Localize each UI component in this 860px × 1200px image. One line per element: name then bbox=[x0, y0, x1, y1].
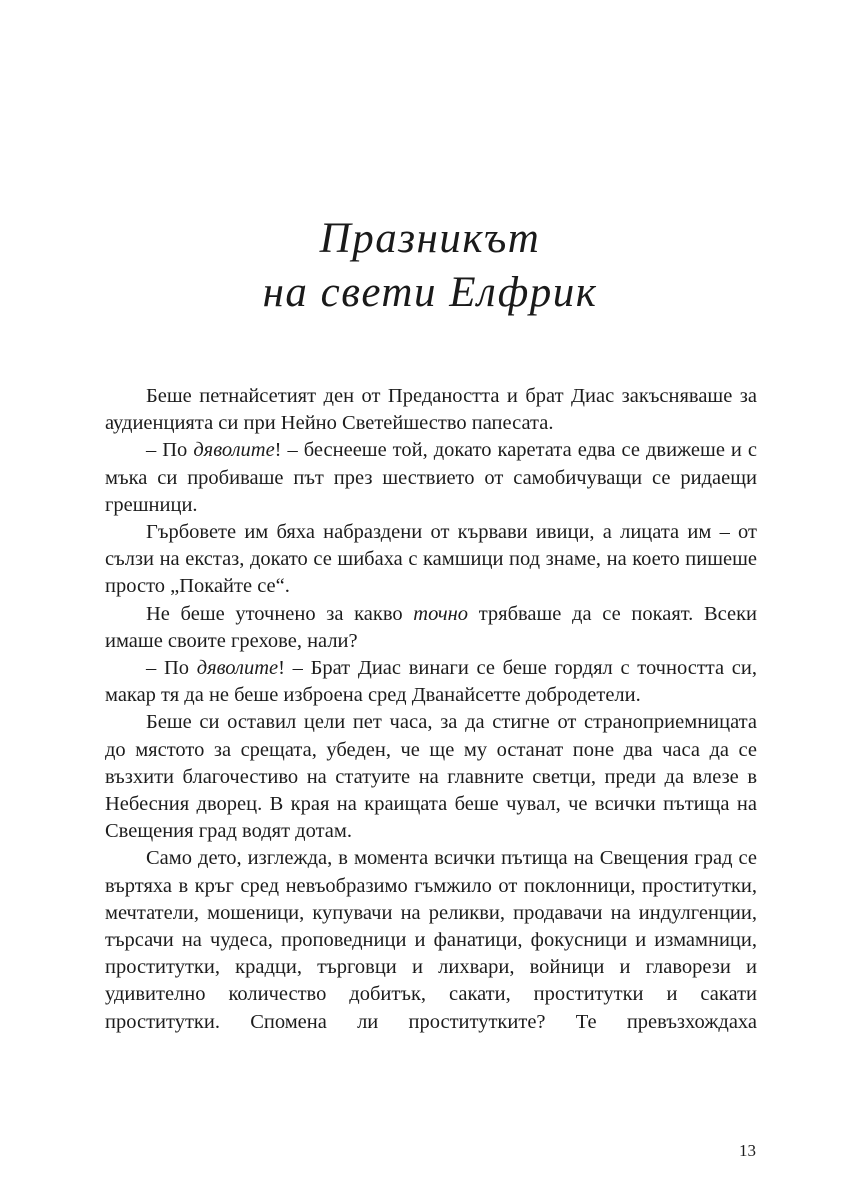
chapter-title-line-2: на свети Елфрик bbox=[262, 269, 598, 316]
paragraph-4-emphasis: точно bbox=[413, 602, 469, 625]
paragraph-5-emphasis: дяволите bbox=[196, 657, 279, 680]
paragraph-2-text-b: ! – беснееше той, докато каретата едва се движеше и с мъка си пробиваше път през шествието от самобичуващи се ридаещи грешници. bbox=[105, 439, 757, 516]
paragraph-4-text-a: Не беше уточнено за какво bbox=[146, 602, 414, 625]
paragraph-2-emphasis: дяволите bbox=[193, 439, 275, 462]
paragraph-4 bbox=[105, 601, 757, 655]
paragraph-5-text-b: ! – Брат Диас винаги се беше гордял с точността си, макар тя да не беше изброена сред Дванайсетте добродетели. bbox=[105, 657, 757, 707]
paragraph-7: Само дето, изглежда, в момента всички пътища на Свещения град се въртяха в кръг сред невъобразимо гъмжило от поклонници, проститутки, мечтатели, мошеници, купувачи на реликви, продавачи на индулгенции, търсачи на чудеса, проповедници и фанатици, фокусници и измамници, проститутки, крадци, търговци и лихвари, войници и главорези и удивително количество добитък, сакати, проститутки и сакати проститутки. Спомена ли проститутките? Те превъзхождаха bbox=[105, 847, 757, 1033]
paragraph-4-text-b: трябваше да се покаят. Всеки имаше своите грехове, нали? bbox=[105, 602, 758, 652]
paragraph-3: Гърбовете им бяха набраздени от кървави ивици, а лицата им – от сълзи на екстаз, докато се шибаха с камшици под знаме, на което пишеше просто „Покайте се“. bbox=[105, 521, 757, 598]
paragraph-6: Беше си оставил цели пет часа, за да стигне от страноприемницата до мястото за срещата, убеден, че ще му останат поне два часа да се възхити благочестиво на статуите на главните светци, преди да влезе в Небесния дворец. В края на краищата беше чувал, че всички пътища на Свещения град водят дотам. bbox=[105, 711, 757, 843]
body-text bbox=[105, 383, 757, 1036]
paragraph-1: Беше петнайсетият ден от Предаността и брат Диас закъсняваше за аудиенцията си при Нейно Светейшество папесата. bbox=[105, 385, 757, 435]
chapter-title-line-1: Празникът bbox=[319, 215, 541, 262]
paragraph-2-text-a: – По bbox=[146, 439, 194, 462]
paragraph-2 bbox=[105, 437, 757, 519]
paragraph-5 bbox=[105, 655, 757, 709]
chapter-title bbox=[0, 212, 860, 320]
page-number: 13 bbox=[739, 1141, 756, 1160]
paragraph-5-text-a: – По bbox=[146, 657, 197, 680]
